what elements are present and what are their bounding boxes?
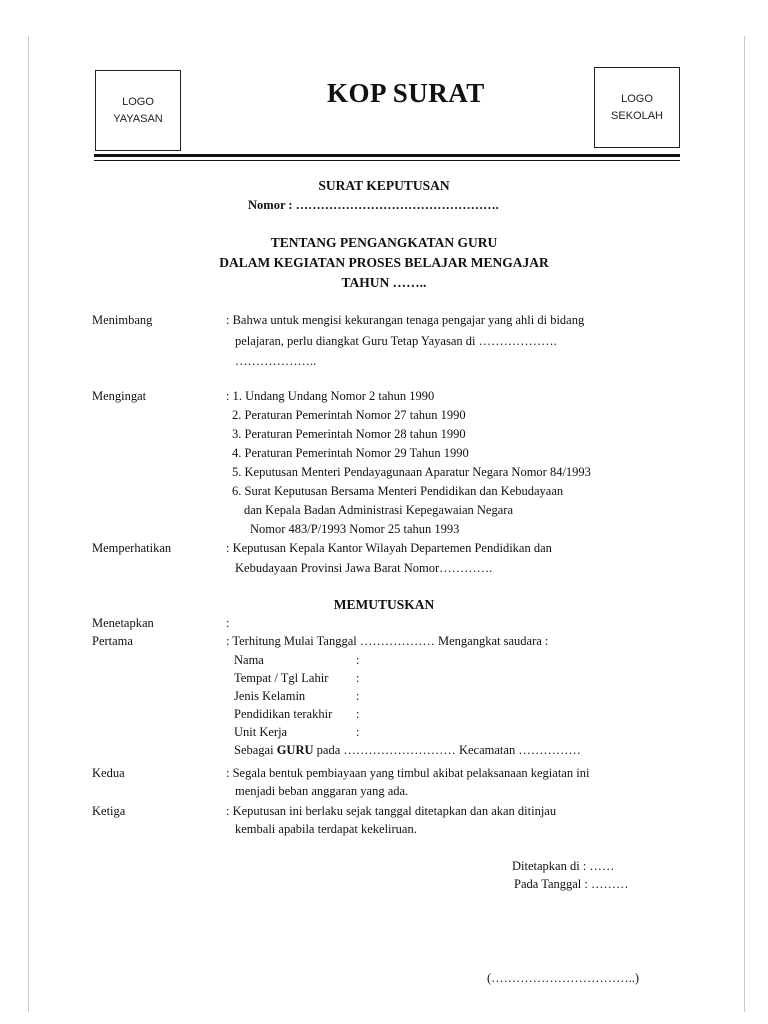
ketiga-line-1: : Keputusan ini berlaku sejak tanggal ditetapkan dan akan ditinjau [226,804,557,818]
logo-sekolah-box [594,67,680,148]
memperhatikan-label: Memperhatikan [92,541,172,555]
mengingat-item: 4. Peraturan Pemerintah Nomor 29 Tahun 1990 [232,446,469,460]
field-jk-label: Jenis Kelamin [234,689,306,703]
memutuskan-heading: MEMUTUSKAN [333,597,435,612]
menetapkan-label: Menetapkan [92,616,154,630]
logo-yayasan-box [95,70,181,151]
menimbang-line-2: pelajaran, perlu diangkat Guru Tetap Yayasan di ………………. [235,334,557,348]
letterhead-rule-thin [94,160,680,161]
logo-sekolah-line1: LOGO [621,92,653,105]
field-nama-colon: : [356,653,360,667]
kedua-label: Kedua [92,766,125,780]
pertama-label: Pertama [92,634,133,648]
pada-tanggal: Pada Tanggal : ……… [514,877,629,891]
kedua-line-1: : Segala bentuk pembiayaan yang timbul akibat pelaksanaan kegiatan ini [226,766,590,780]
ketiga-line-2: kembali apabila terdapat kekeliruan. [235,822,417,836]
signature-placeholder: (……………………………..) [487,971,640,985]
mengingat-item: : 1. Undang Undang Nomor 2 tahun 1990 [226,389,435,403]
field-unit-label: Unit Kerja [234,725,288,739]
guru-word: GURU [276,743,314,757]
memperhatikan-line-1: : Keputusan Kepala Kantor Wilayah Departemen Pendidikan dan [226,541,552,555]
mengingat-item: 3. Peraturan Pemerintah Nomor 28 tahun 1990 [232,427,466,441]
letterhead-rule-thick [94,154,680,157]
memperhatikan-line-2: Kebudayaan Provinsi Jawa Barat Nomor…………. [235,561,493,575]
menetapkan-colon: : [226,616,230,630]
mengingat-item: dan Kepala Badan Administrasi Kepegawaian Negara [244,503,513,517]
mengingat-item: 5. Keputusan Menteri Pendayagunaan Aparatur Negara Nomor 84/1993 [232,465,591,479]
kedua-line-2: menjadi beban anggaran yang ada. [235,784,409,798]
menimbang-line-3: ……………….. [235,354,317,368]
field-unit-colon: : [356,725,360,739]
sebagai-post: pada ……………………… Kecamatan …………… [313,743,581,757]
field-ttl-colon: : [356,671,360,685]
subject-line-1: TENTANG PENGANGKATAN GURU [270,235,498,250]
decree-number: Nomor : …………………………………………. [248,198,499,212]
mengingat-item: 6. Surat Keputusan Bersama Menteri Pendidikan dan Kebudayaan [232,484,564,498]
ditetapkan-di: Ditetapkan di : …… [512,859,615,873]
menimbang-label: Menimbang [92,313,153,327]
ketiga-label: Ketiga [92,804,126,818]
logo-yayasan-line2: YAYASAN [113,112,163,125]
menimbang-line-1: : Bahwa untuk mengisi kekurangan tenaga pengajar yang ahli di bidang [226,313,585,327]
pertama-line: : Terhitung Mulai Tanggal ……………… Mengangkat saudara : [226,634,549,648]
letterhead-title: KOP SURAT [327,78,485,108]
sebagai-pre: Sebagai [234,743,277,757]
sebagai-guru-line [234,743,581,758]
mengingat-label: Mengingat [92,389,147,403]
mengingat-item: 2. Peraturan Pemerintah Nomor 27 tahun 1990 [232,408,466,422]
logo-sekolah-line2: SEKOLAH [611,109,663,122]
decree-type: SURAT KEPUTUSAN [318,178,450,193]
mengingat-item: Nomor 483/P/1993 Nomor 25 tahun 1993 [250,522,460,536]
field-pendidikan-label: Pendidikan terakhir [234,707,333,721]
field-ttl-label: Tempat / Tgl Lahir [234,671,329,685]
subject-line-2: DALAM KEGIATAN PROSES BELAJAR MENGAJAR [219,255,549,270]
field-nama-label: Nama [234,653,264,667]
field-jk-colon: : [356,689,360,703]
logo-yayasan-line1: LOGO [122,95,154,108]
subject-line-3: TAHUN …….. [341,275,427,290]
field-pendidikan-colon: : [356,707,360,721]
